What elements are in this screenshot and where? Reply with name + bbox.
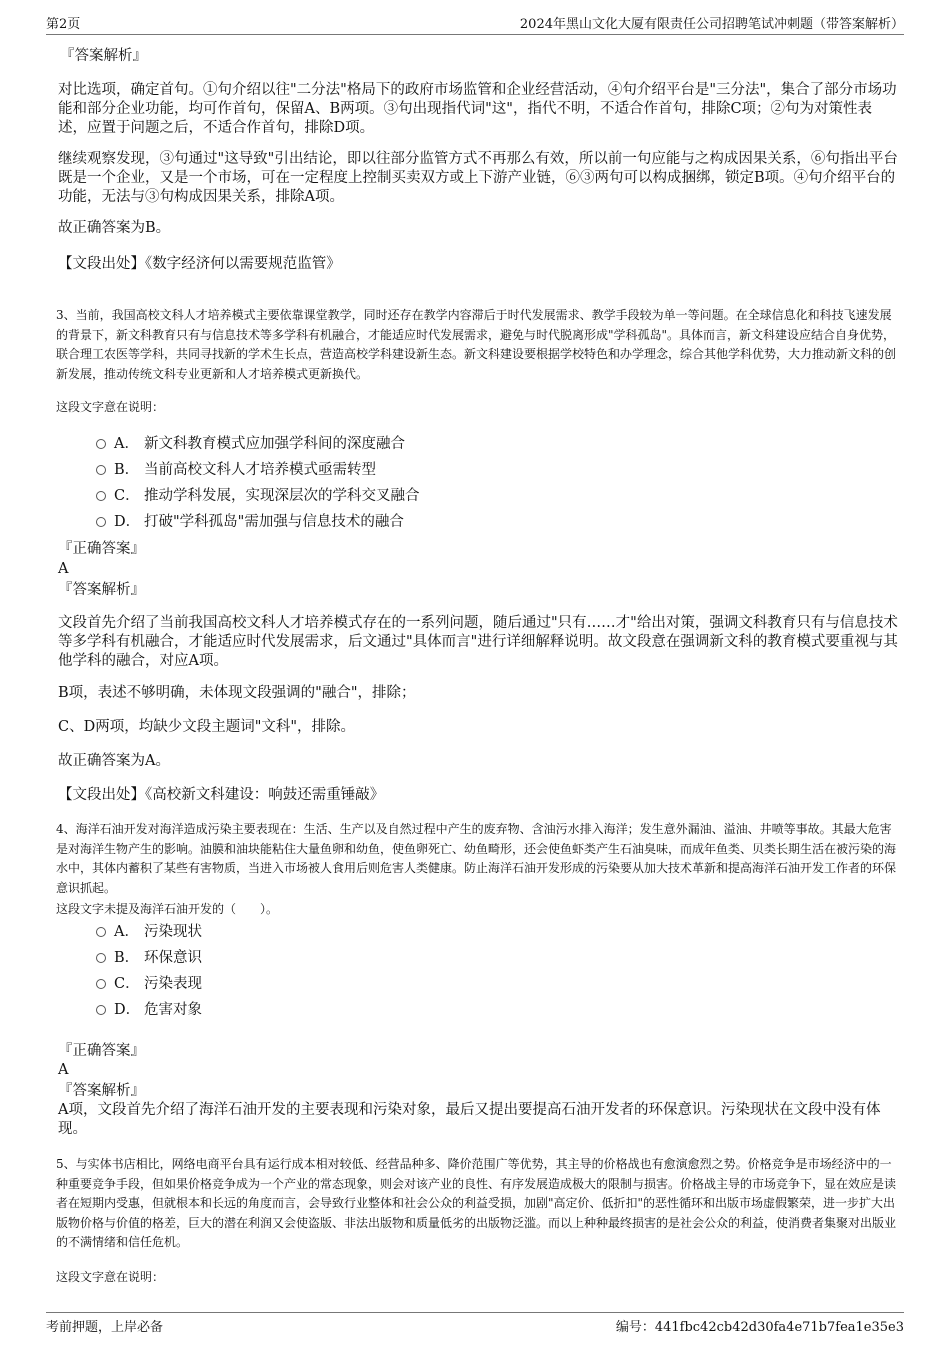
q3-prompt: 这段文字意在说明： [56,400,165,414]
q3-answer: A [58,561,69,577]
q4-option-b[interactable]: B． 环保意识 [96,949,202,968]
document-id: 编号：441fbc42cb42d30fa4e71b7fea1e35e3 [615,1320,904,1335]
q4-analysis-label: 『答案解析』 [58,1083,145,1099]
q2-analysis-paragraph-1: 对比选项，确定首句。①句介绍以往"二分法"格局下的政府市场监管和企业经营活动，④句介绍平台是"三分法"，集合了部分市场功能和部分企业功能，均可作首句，保留A、B两项。③句出现指代词"这"，指代不明，不适合作首句，排除C项；②句为对策性表述，应置于问题之后，不适合作首句，排除D项。 [58,82,897,136]
q3-option-a[interactable]: A． 新文科教育模式应加强学科间的深度融合 [96,435,405,454]
q3-answer-label: 『正确答案』 [58,541,145,557]
q4-stem: 4、海洋石油开发对海洋造成污染主要表现在：生活、生产以及自然过程中产生的废弃物、含油污水排入海洋；发生意外漏油、溢油、井喷等事故。其最大危害是对海洋生物产生的影响。油膜和油块能粘住大量鱼卵和幼鱼，使鱼卵死亡、幼鱼畸形，还会使鱼虾类产生石油臭味，而成年鱼类、贝类长期生活在被污染的海水中，其体内蓄积了某些有害物质，当进入市场被人食用后则危害人类健康。防止海洋石油开发形成的污染要从加大技术革新和提高海洋石油开发工作者的环保意识抓起。 [56,822,897,895]
radio-button-icon[interactable] [96,1005,106,1015]
q3-option-b[interactable]: B． 当前高校文科人才培养模式亟需转型 [96,461,376,480]
q4-analysis-paragraph-1: A项，文段首先介绍了海洋石油开发的主要表现和污染对象，最后又提出要提高石油开发者的环保意识。污染现状在文段中没有体现。 [58,1102,881,1137]
q4-option-c[interactable]: C． 污染表现 [96,975,202,994]
q5-prompt: 这段文字意在说明： [56,1270,165,1284]
q4-option-d[interactable]: D． 危害对象 [96,1001,202,1020]
q3-analysis-paragraph-1: 文段首先介绍了当前我国高校文科人才培养模式存在的一系列问题，随后通过"只有……才"给出对策，强调文科教育只有与信息技术等多学科有机融合，才能适应时代发展需求，后文通过"具体而言"进行详细解释说明。故文段意在强调新文科的教育模式要重视与其他学科的融合，对应A项。 [58,615,898,669]
radio-button-icon[interactable] [96,927,106,937]
document-title: 2024年黑山文化大厦有限责任公司招聘笔试冲刺题（带答案解析） [519,17,904,32]
page-header [46,10,904,35]
q3-conclusion: 故正确答案为A。 [58,753,170,769]
q2-analysis-paragraph-2: 继续观察发现，③句通过"这导致"引出结论，即以往部分监管方式不再那么有效，所以前一句应能与之构成因果关系，⑥句指出平台既是一个企业，又是一个市场，可在一定程度上控制买卖双方或上下游产业链，⑥③两句可以构成捆绑，锁定B项。④句介绍平台的功能，无法与③句构成因果关系，排除A项。 [58,151,898,205]
q3-option-d[interactable]: D． 打破"学科孤岛"需加强与信息技术的融合 [96,513,404,532]
radio-button-icon[interactable] [96,465,106,475]
q3-analysis-paragraph-3: C、D两项，均缺少文段主题词"文科"，排除。 [58,719,356,735]
page-number: 第2页 [46,17,81,32]
q3-stem: 3、当前，我国高校文科人才培养模式主要依靠课堂教学，同时还存在教学内容滞后于时代发展需求、教学手段较为单一等问题。在全球信息化和科技飞速发展的背景下，新文科教育只有与信息技术等多学科有机融合，才能适应时代发展需求，避免与时代脱离形成"学科孤岛"。具体而言，新文科建设应结合自身优势，联合理工农医等学科，共同寻找新的学术生长点，营造高校学科建设新生态。新文科建设要根据学校特色和办学理念，综合其他学科优势，大力推动新文科的创新发展，推动传统文科专业更新和人才培养模式更新换代。 [56,308,897,381]
q5-stem: 5、与实体书店相比，网络电商平台具有运行成本相对较低、经营品种多、降价范围广等优势，其主导的价格战也有愈演愈烈之势。价格竞争是市场经济中的一种重要竞争手段，但如果价格竞争成为一个产业的常态现象，则会对该产业的良性、有序发展造成极大的限制与损害。价格战主导的市场竞争下，显在效应是读者在短期内受惠，但就根本和长远的角度而言，会导致行业整体和社会公众的利益受损，加剧"高定价、低折扣"的恶性循环和出版市场虚假繁荣，进一步扩大出版物价格与价值的格差，巨大的潜在利润又会使盗版、非法出版物和质量低劣的出版物泛滥。而以上种种最终损害的是社会公众的利益，使消费者集聚对出版业的不满情绪和信任危机。 [56,1157,897,1249]
radio-button-icon[interactable] [96,491,106,501]
footer-slogan: 考前押题，上岸必备 [46,1320,164,1335]
q2-conclusion: 故正确答案为B。 [58,220,171,236]
q3-source: 【文段出处】《高校新文科建设：响鼓还需重锤敲》 [58,787,385,803]
radio-button-icon[interactable] [96,517,106,527]
q4-answer-label: 『正确答案』 [58,1043,145,1059]
q3-analysis-paragraph-2: B项，表述不够明确，未体现文段强调的"融合"，排除； [58,685,416,701]
q4-prompt: 这段文字未提及海洋石油开发的（ ）。 [56,902,279,916]
q2-analysis-label: 『答案解析』 [60,48,147,64]
radio-button-icon[interactable] [96,953,106,963]
q4-answer: A [58,1062,69,1078]
radio-button-icon[interactable] [96,979,106,989]
q4-option-a[interactable]: A． 污染现状 [96,923,202,942]
page-footer [46,1312,904,1339]
radio-button-icon[interactable] [96,439,106,449]
q3-option-c[interactable]: C． 推动学科发展，实现深层次的学科交叉融合 [96,487,420,506]
q2-source: 【文段出处】《数字经济何以需要规范监管》 [58,256,341,272]
q3-analysis-label: 『答案解析』 [58,582,145,598]
